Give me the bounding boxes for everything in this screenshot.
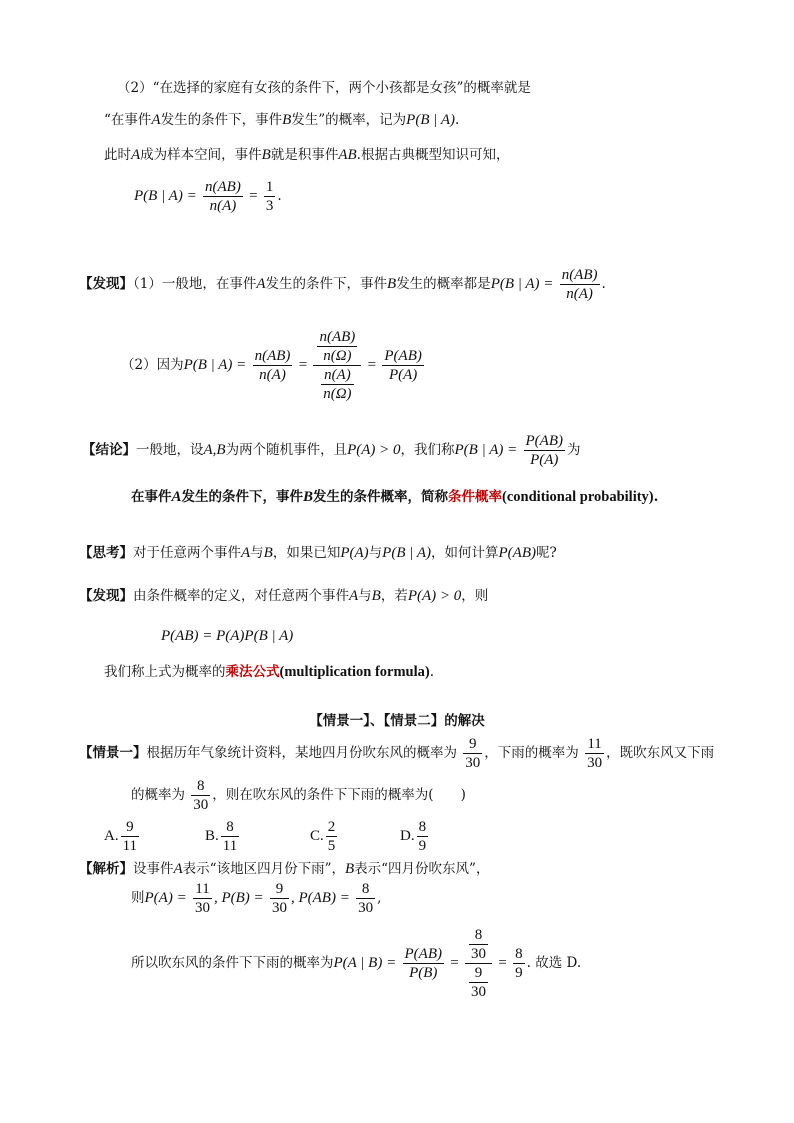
text: .根据古典概型知识可知， bbox=[356, 147, 510, 163]
english-term: (multiplication formula) bbox=[279, 664, 430, 680]
text: （2）因为 bbox=[121, 357, 184, 373]
text: “在事件 bbox=[104, 112, 152, 128]
discovery-3 bbox=[79, 586, 488, 606]
label: 【解析】 bbox=[79, 861, 133, 877]
text: 发生的条件下，事件 bbox=[181, 489, 304, 505]
fraction bbox=[264, 178, 276, 215]
var-b: B bbox=[371, 588, 381, 604]
term-highlight: 条件概率 bbox=[448, 489, 503, 505]
text: 为两个随机事件，且 bbox=[225, 442, 348, 458]
numerator: 9 bbox=[270, 880, 289, 899]
solution-1 bbox=[79, 859, 489, 879]
text: ，则 bbox=[461, 588, 489, 604]
text: ，则在吹东风的条件下下雨的概率为( ) bbox=[212, 787, 466, 803]
denominator: 11 bbox=[222, 838, 238, 854]
numerator: 8 bbox=[469, 926, 488, 945]
numerator: P(AB) bbox=[384, 348, 422, 364]
text: . 故选 D. bbox=[526, 955, 582, 971]
text: 一般地，设 bbox=[136, 442, 204, 458]
text: 设事件 bbox=[133, 861, 174, 877]
discovery-1 bbox=[79, 266, 606, 303]
paragraph-2 bbox=[104, 110, 459, 130]
fraction bbox=[403, 945, 444, 982]
fraction bbox=[317, 328, 357, 365]
var-b: B bbox=[344, 861, 355, 877]
denominator: 30 bbox=[587, 755, 603, 771]
denominator: P(A) bbox=[388, 367, 418, 383]
math-lhs: , P(AB) = bbox=[290, 890, 350, 906]
option-letter: D. bbox=[400, 828, 415, 844]
text: 的概率为 bbox=[131, 787, 185, 803]
option-d[interactable] bbox=[400, 818, 430, 855]
compound-fraction bbox=[313, 328, 361, 403]
fraction bbox=[121, 818, 139, 855]
denominator bbox=[313, 366, 361, 403]
label: 【发现】 bbox=[79, 276, 133, 292]
option-c[interactable] bbox=[310, 818, 339, 855]
text: ，如果已知 bbox=[272, 545, 341, 561]
equals: = bbox=[298, 357, 308, 373]
label: 【结论】 bbox=[82, 442, 136, 458]
var-a: A bbox=[173, 861, 183, 877]
text: 表示“该地区四月份下雨”， bbox=[182, 861, 345, 877]
paragraph-3 bbox=[104, 145, 509, 165]
text: ，下雨的概率为 bbox=[484, 745, 579, 761]
numerator: 8 bbox=[515, 946, 523, 962]
var-b: B bbox=[303, 489, 314, 505]
math-expr: P(AB) bbox=[498, 545, 536, 561]
scene-1 bbox=[79, 735, 714, 772]
fraction bbox=[417, 818, 429, 855]
compound-fraction bbox=[465, 926, 492, 1001]
var-b: B bbox=[263, 545, 273, 561]
numerator: 8 bbox=[418, 819, 427, 835]
solution-2 bbox=[131, 880, 381, 917]
text: 呢? bbox=[536, 545, 557, 561]
var-a: A bbox=[241, 545, 251, 561]
section-title: 【情景一】、【情景二】的解决 bbox=[309, 713, 485, 729]
math-lhs: P(B | A) = bbox=[490, 276, 554, 292]
equals: = bbox=[450, 955, 459, 971]
denominator: 30 bbox=[194, 900, 210, 916]
numerator bbox=[465, 926, 492, 964]
text: 我们称上式为概率的 bbox=[104, 664, 226, 680]
option-b[interactable] bbox=[205, 818, 241, 855]
text: （2）“在选择的家庭有女孩的条件下，两个小孩都是女孩”的概率就是 bbox=[117, 80, 531, 96]
var-b: B bbox=[282, 112, 292, 128]
numerator: n(AB) bbox=[319, 329, 356, 345]
fraction bbox=[270, 880, 289, 917]
solution-3 bbox=[131, 926, 581, 1001]
label: 【发现】 bbox=[79, 588, 133, 604]
denominator: n(A) bbox=[209, 198, 237, 214]
text: . bbox=[653, 489, 659, 505]
math-lhs: P(A | B) = bbox=[333, 955, 397, 971]
numerator: 8 bbox=[356, 880, 375, 899]
denominator: 30 bbox=[471, 984, 487, 1000]
fraction bbox=[469, 926, 488, 963]
numerator: 2 bbox=[327, 819, 336, 835]
text: 根据历年气象统计资料，某地四月份吹东风的概率为 bbox=[146, 745, 457, 761]
text: 表示“四月份吹东风”， bbox=[354, 861, 490, 877]
text: 对于任意两个事件 bbox=[133, 545, 241, 561]
conclusion-definition bbox=[131, 487, 658, 507]
denominator: 5 bbox=[327, 838, 336, 854]
denominator bbox=[465, 964, 492, 1001]
equals: = bbox=[249, 188, 258, 204]
text: , bbox=[377, 890, 382, 906]
denominator: 30 bbox=[193, 797, 209, 813]
fraction bbox=[469, 964, 488, 1001]
denominator: 30 bbox=[271, 900, 287, 916]
fraction bbox=[463, 735, 482, 772]
english-term: (conditional probability) bbox=[502, 489, 654, 505]
math-lhs: P(B | A) = bbox=[454, 442, 518, 458]
text: 在事件 bbox=[131, 489, 172, 505]
text: 发生的概率都是 bbox=[396, 276, 491, 292]
math-cond: P(A) > 0 bbox=[407, 588, 462, 604]
text: . bbox=[429, 664, 435, 680]
var-ab: AB bbox=[338, 147, 357, 163]
math-lhs: , P(B) = bbox=[213, 890, 264, 906]
text: 此时 bbox=[104, 147, 131, 163]
denominator: 9 bbox=[515, 965, 523, 981]
denominator: 30 bbox=[465, 755, 481, 771]
fraction bbox=[321, 366, 353, 403]
var-a: A bbox=[151, 112, 161, 128]
var-b: B bbox=[261, 147, 271, 163]
text: . bbox=[601, 276, 606, 292]
denominator: n(A) bbox=[566, 286, 593, 302]
var-a: A bbox=[131, 147, 141, 163]
text: ，我们称 bbox=[400, 442, 455, 458]
option-letter: B. bbox=[205, 828, 219, 844]
math-expr: P(B | A) bbox=[406, 112, 455, 128]
numerator: 9 bbox=[121, 818, 139, 837]
text: 成为样本空间，事件 bbox=[140, 147, 262, 163]
var-a: A bbox=[349, 588, 359, 604]
text: . bbox=[277, 188, 282, 204]
fraction bbox=[203, 178, 243, 215]
math-vars: A,B bbox=[203, 442, 226, 458]
denominator: P(B) bbox=[409, 965, 438, 981]
discovery-2 bbox=[121, 328, 426, 403]
text: 发生的条件下，事件 bbox=[265, 276, 388, 292]
option-letter: C. bbox=[310, 828, 324, 844]
fraction bbox=[524, 432, 565, 469]
numerator: 1 bbox=[265, 179, 274, 195]
fraction bbox=[191, 777, 210, 814]
var-a: A bbox=[256, 276, 266, 292]
thinking bbox=[79, 543, 557, 563]
text: ，如何计算 bbox=[431, 545, 499, 561]
text: ，若 bbox=[380, 588, 408, 604]
text: 与 bbox=[368, 545, 383, 561]
numerator: 8 bbox=[221, 818, 239, 837]
fraction bbox=[221, 818, 239, 855]
scene-1-cont bbox=[131, 777, 466, 814]
denominator: 11 bbox=[122, 838, 138, 854]
fraction bbox=[326, 818, 338, 855]
numerator: 8 bbox=[191, 777, 210, 796]
var-b: B bbox=[387, 276, 397, 292]
numerator: 11 bbox=[585, 735, 604, 754]
numerator: 9 bbox=[463, 735, 482, 754]
math-lhs: P(A) = bbox=[144, 890, 187, 906]
fraction bbox=[193, 880, 212, 917]
fraction bbox=[356, 880, 375, 917]
term-highlight: 乘法公式 bbox=[225, 664, 280, 680]
equals: = bbox=[498, 955, 507, 971]
fraction bbox=[253, 347, 293, 384]
label: 【情景一】 bbox=[79, 745, 147, 761]
numerator: n(AB) bbox=[561, 267, 598, 283]
denominator: P(A) bbox=[530, 452, 559, 468]
denominator: n(Ω) bbox=[323, 348, 352, 364]
multiplication-formula-text bbox=[104, 662, 434, 682]
equation-1 bbox=[134, 178, 282, 215]
numerator: P(AB) bbox=[525, 433, 563, 449]
text: 为 bbox=[567, 442, 581, 458]
numerator: 11 bbox=[193, 880, 212, 899]
math-lhs: P(B | A) = bbox=[134, 188, 197, 204]
text: 所以吹东风的条件下下雨的概率为 bbox=[131, 955, 334, 971]
fraction bbox=[382, 347, 423, 384]
fraction bbox=[560, 266, 600, 303]
text: 发生”的概率，记为 bbox=[291, 112, 407, 128]
text: 则 bbox=[131, 890, 145, 906]
math-cond: P(A) > 0 bbox=[347, 442, 401, 458]
label: 【思考】 bbox=[79, 545, 133, 561]
denominator: n(A) bbox=[259, 367, 286, 383]
math-lhs: P(B | A) = bbox=[183, 357, 247, 373]
option-a[interactable] bbox=[104, 818, 141, 855]
text: 与 bbox=[358, 588, 372, 604]
text: 发生的条件下，事件 bbox=[160, 112, 283, 128]
denominator: n(Ω) bbox=[323, 386, 352, 402]
numerator: n(AB) bbox=[254, 348, 291, 364]
numerator: n(AB) bbox=[205, 179, 241, 195]
multiplication-formula-equation: P(AB) = P(A)P(B | A) bbox=[161, 628, 294, 644]
fraction bbox=[513, 945, 525, 982]
text: 由条件概率的定义，对任意两个事件 bbox=[133, 588, 349, 604]
math-expr: P(A) bbox=[340, 545, 369, 561]
numerator bbox=[313, 328, 361, 366]
paragraph-1 bbox=[117, 78, 531, 98]
text: （1）一般地，在事件 bbox=[133, 276, 257, 292]
denominator: 3 bbox=[265, 198, 274, 214]
option-letter: A. bbox=[104, 828, 119, 844]
conclusion bbox=[82, 432, 581, 469]
denominator: 30 bbox=[471, 946, 487, 962]
text: ，既吹东风又下雨 bbox=[606, 745, 715, 761]
text: 与 bbox=[250, 545, 264, 561]
text: 发生的条件概率，简称 bbox=[313, 489, 449, 505]
numerator: 9 bbox=[469, 964, 488, 983]
denominator: 9 bbox=[418, 838, 427, 854]
math-expr: P(B | A) bbox=[382, 545, 432, 561]
text: . bbox=[455, 112, 460, 128]
var-a: A bbox=[171, 489, 182, 505]
text: 就是积事件 bbox=[270, 147, 339, 163]
numerator: n(A) bbox=[321, 366, 353, 385]
numerator: P(AB) bbox=[404, 946, 442, 962]
denominator: 30 bbox=[358, 900, 374, 916]
fraction bbox=[585, 735, 604, 772]
equals: = bbox=[367, 357, 377, 373]
